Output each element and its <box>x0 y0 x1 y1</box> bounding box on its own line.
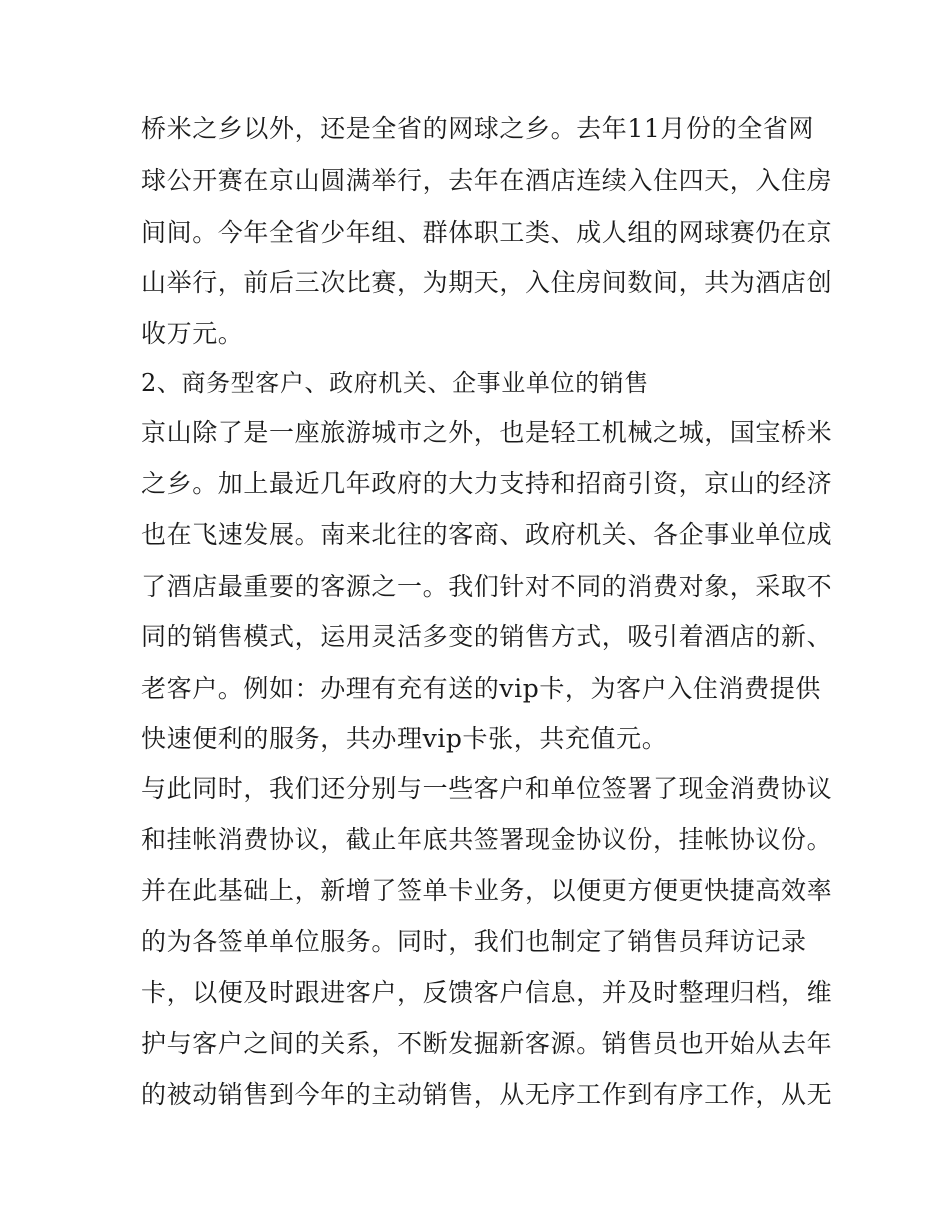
paragraph-line: 的被动销售到今年的主动销售，从无序工作到有序工作，从无 <box>141 1080 833 1109</box>
section-heading: 2、商务型客户、政府机关、企事业单位的销售 <box>141 369 649 397</box>
paragraph-line: 同的销售模式，运用灵活多变的销售方式，吸引着酒店的新、 <box>141 622 833 651</box>
paragraph-line: 快速便利的服务，共办理vip卡张，共充值元。 <box>141 724 668 753</box>
paragraph-line: 山举行，前后三次比赛，为期天，入住房间数间，共为酒店创 <box>141 268 833 297</box>
paragraph-line: 护与客户之间的关系，不断发掘新客源。销售员也开始从去年 <box>141 1029 833 1058</box>
paragraph-line: 和挂帐消费协议，截止年底共签署现金协议份，挂帐协议份。 <box>141 825 833 854</box>
paragraph-line: 与此同时，我们还分别与一些客户和单位签署了现金消费协议 <box>141 774 833 803</box>
paragraph-line: 桥米之乡以外，还是全省的网球之乡。去年11月份的全省网 <box>141 114 815 143</box>
paragraph-line: 卡，以便及时跟进客户，反馈客户信息，并及时整理归档，维 <box>141 978 833 1007</box>
paragraph-line: 了酒店最重要的客源之一。我们针对不同的消费对象，采取不 <box>141 572 833 601</box>
paragraph-line: 京山除了是一座旅游城市之外，也是轻工机械之城，国宝桥米 <box>141 418 833 447</box>
paragraph-line: 之乡。加上最近几年政府的大力支持和招商引资，京山的经济 <box>141 469 833 498</box>
paragraph-line: 的为各签单单位服务。同时，我们也制定了销售员拜访记录 <box>141 927 807 956</box>
paragraph-line: 老客户。例如：办理有充有送的vip卡，为客户入住消费提供 <box>141 674 821 703</box>
paragraph-line: 也在飞速发展。南来北往的客商、政府机关、各企事业单位成 <box>141 520 833 549</box>
paragraph-line: 球公开赛在京山圆满举行，去年在酒店连续入住四天，入住房 <box>141 166 833 195</box>
paragraph-line: 收万元。 <box>141 319 244 348</box>
paragraph-line: 间间。今年全省少年组、群体职工类、成人组的网球赛仍在京 <box>141 218 833 247</box>
paragraph-line: 并在此基础上，新增了签单卡业务，以便更方便更快捷高效率 <box>141 876 833 905</box>
